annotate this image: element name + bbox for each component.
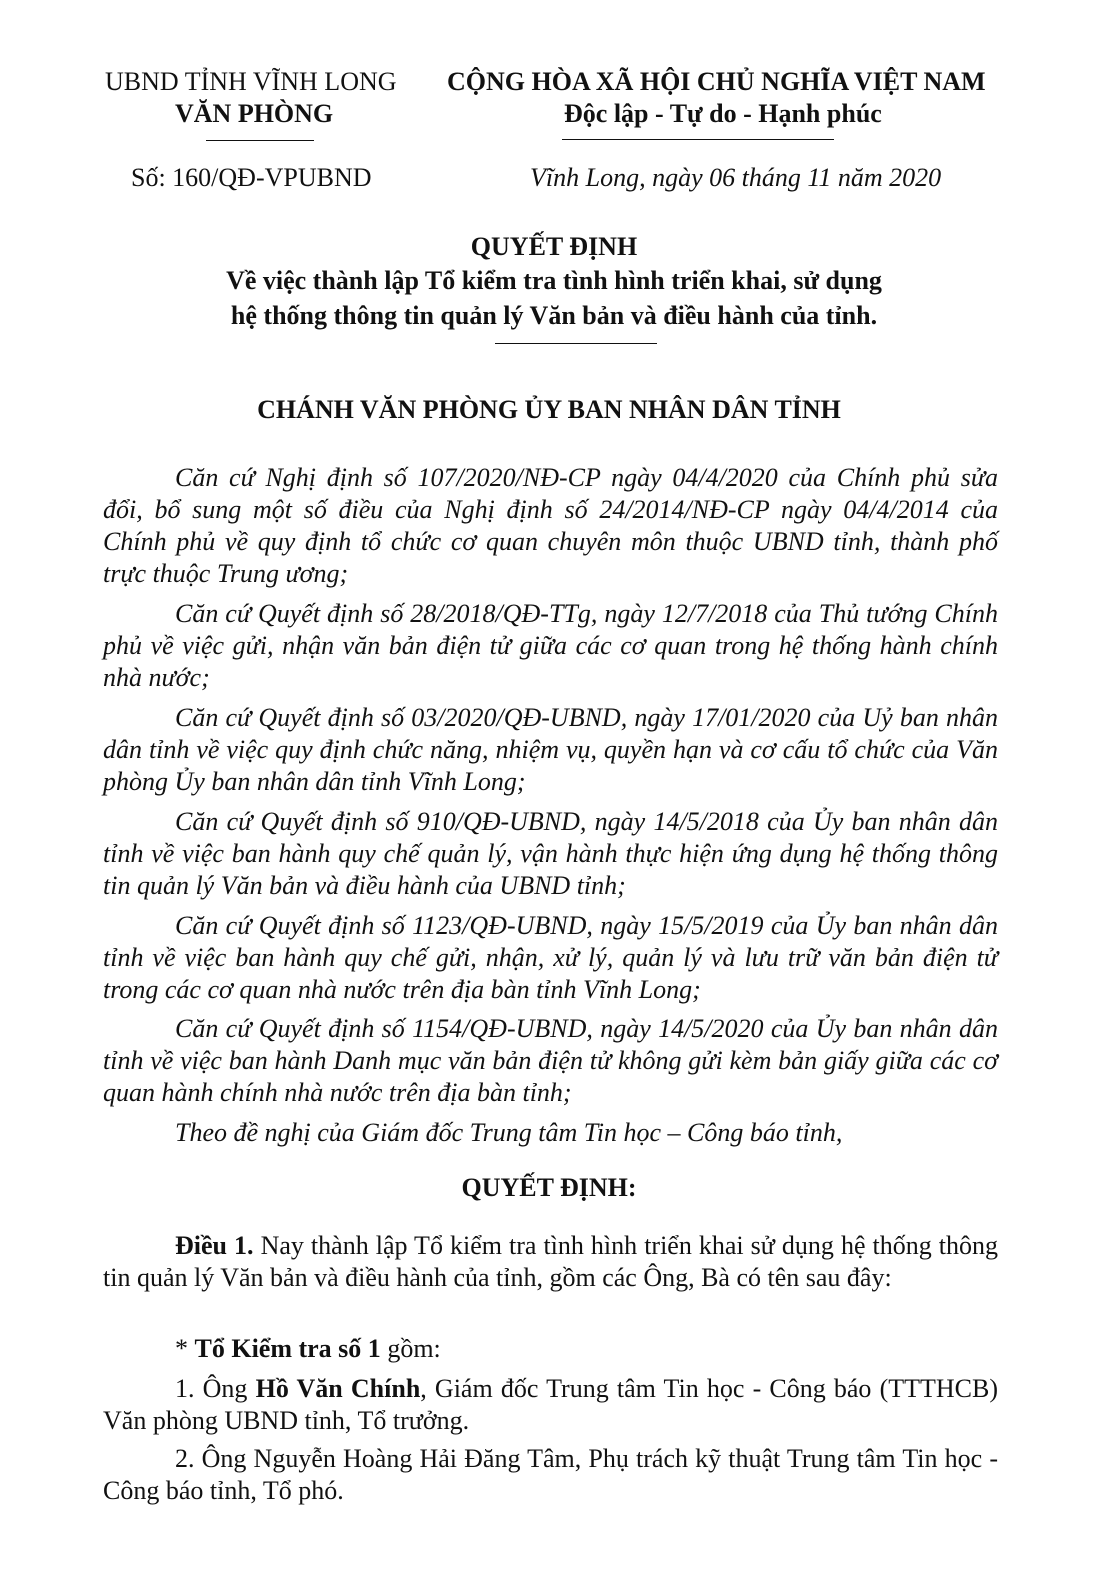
office-underline bbox=[206, 140, 314, 141]
document-type: QUYẾT ĐỊNH bbox=[470, 232, 638, 261]
issuing-office: VĂN PHÒNG bbox=[175, 99, 334, 128]
motto-underline bbox=[562, 139, 834, 140]
document-subject-line1: Về việc thành lập Tổ kiểm tra tình hình triển khai, sử dụng bbox=[226, 266, 882, 295]
subject-underline bbox=[495, 343, 657, 344]
member-1-prefix: 1. Ông bbox=[175, 1374, 256, 1403]
national-motto: Độc lập - Tự do - Hạnh phúc bbox=[564, 99, 882, 128]
document-number: Số: 160/QĐ-VPUBND bbox=[131, 163, 372, 192]
member-2-role: , Phụ trách kỹ thuật Trung tâm Tin học - Công báo tỉnh, Tổ phó. bbox=[103, 1444, 998, 1505]
preamble-proposal: Theo đề nghị của Giám đốc Trung tâm Tin học – Công báo tỉnh, bbox=[175, 1118, 843, 1147]
preamble-basis-4: Căn cứ Quyết định số 910/QĐ-UBND, ngày 14/5/2018 của Ủy ban nhân dân tỉnh về việc ban hành quy chế quản lý, vận hành thực hiện ứng dụng hệ thống thông tin quản lý Văn bản và điều hành của UBND tỉnh; bbox=[103, 807, 998, 900]
member-1-name: Hồ Văn Chính bbox=[255, 1374, 421, 1403]
preamble-basis-3: Căn cứ Quyết định số 03/2020/QĐ-UBND, ngày 17/01/2020 của Uỷ ban nhân dân tỉnh về việc quy định chức năng, nhiệm vụ, quyền hạn và cơ cấu tổ chức của Văn phòng Ủy ban nhân dân tỉnh Vĩnh Long; bbox=[103, 703, 998, 796]
team-1-heading bbox=[103, 1333, 998, 1365]
team-1-label: Tổ Kiểm tra số 1 bbox=[194, 1334, 381, 1363]
decision-heading: QUYẾT ĐỊNH: bbox=[461, 1173, 637, 1202]
signing-authority: CHÁNH VĂN PHÒNG ỦY BAN NHÂN DÂN TỈNH bbox=[257, 395, 841, 424]
team-1-bullet: * bbox=[175, 1334, 195, 1363]
member-1 bbox=[103, 1373, 998, 1437]
preamble-basis-2: Căn cứ Quyết định số 28/2018/QĐ-TTg, ngày 12/7/2018 của Thủ tướng Chính phủ về việc gửi, nhận văn bản điện tử giữa các cơ quan trong hệ thống hành chính nhà nước; bbox=[103, 599, 998, 692]
member-2-prefix: 2. Ông Nguyễn Hoàng Hải Đăng Tâm bbox=[175, 1444, 575, 1473]
national-title: CỘNG HÒA XÃ HỘI CHỦ NGHĨA VIỆT NAM bbox=[447, 67, 986, 96]
preamble-basis-5: Căn cứ Quyết định số 1123/QĐ-UBND, ngày 15/5/2019 của Ủy ban nhân dân tỉnh về việc ban hành quy chế gửi, nhận, xử lý, quản lý và lưu trữ văn bản điện tử trong các cơ quan nhà nước trên địa bàn tỉnh Vĩnh Long; bbox=[103, 911, 998, 1004]
issuing-authority: UBND TỈNH VĨNH LONG bbox=[105, 67, 397, 96]
article-1-text: Nay thành lập Tổ kiểm tra tình hình triển khai sử dụng hệ thống thông tin quản lý Văn bản và điều hành của tỉnh, gồm các Ông, Bà có tên sau đây: bbox=[103, 1231, 999, 1292]
member-1-role: , Giám đốc Trung tâm Tin học - Công báo (TTTHCB) Văn phòng UBND tỉnh, Tổ trưởng. bbox=[103, 1374, 999, 1435]
place-and-date: Vĩnh Long, ngày 06 tháng 11 năm 2020 bbox=[530, 163, 942, 192]
preamble-basis-6: Căn cứ Quyết định số 1154/QĐ-UBND, ngày 14/5/2020 của Ủy ban nhân dân tỉnh về việc ban hành Danh mục văn bản điện tử không gửi kèm bản giấy giữa các cơ quan hành chính nhà nước trên địa bàn tỉnh; bbox=[103, 1014, 998, 1107]
document-subject-line2: hệ thống thông tin quản lý Văn bản và điều hành của tỉnh. bbox=[230, 301, 878, 330]
article-1 bbox=[103, 1230, 998, 1294]
article-1-label: Điều 1. bbox=[175, 1231, 254, 1260]
member-2 bbox=[103, 1443, 998, 1507]
preamble-basis-1: Căn cứ Nghị định số 107/2020/NĐ-CP ngày 04/4/2020 của Chính phủ sửa đổi, bổ sung một số điều của Nghị định số 24/2014/NĐ-CP ngày 04/4/2014 của Chính phủ về quy định tổ chức cơ quan chuyên môn thuộc UBND tỉnh, thành phố trực thuộc Trung ương; bbox=[103, 463, 998, 588]
team-1-suffix: gồm: bbox=[380, 1334, 441, 1363]
